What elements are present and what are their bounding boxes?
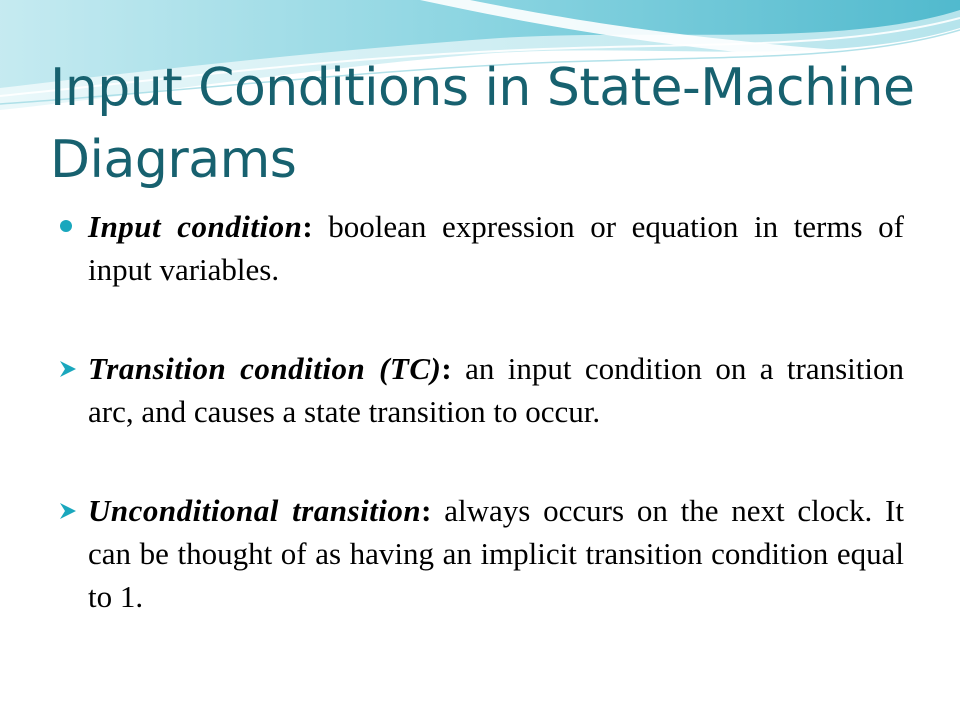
slide-title: Input Conditions in State-Machine Diagrams xyxy=(50,58,915,190)
arrowhead-icon xyxy=(58,347,80,390)
bullet-list xyxy=(58,205,904,618)
bullet-text: always occurs on the next clock. It can be thought of as having an implicit transition condition equal to 1. xyxy=(88,493,904,614)
bullet-text: an input condition on a transition arc, and causes a state transition to occur. xyxy=(88,351,904,429)
bullet-colon: : xyxy=(302,209,313,244)
arrowhead-icon xyxy=(58,489,80,532)
bullet-text: boolean expression or equation in terms of input variables. xyxy=(88,209,904,287)
bullet-item-input-condition xyxy=(58,205,904,291)
bullet-term: Unconditional transition xyxy=(88,493,422,528)
bullet-term: Input condition xyxy=(88,209,303,244)
bullet-term: Transition condition (TC) xyxy=(88,351,442,386)
bullet-colon: : xyxy=(441,351,452,386)
dot-icon xyxy=(58,205,80,248)
bullet-item-transition-condition xyxy=(58,347,904,433)
bullet-colon: : xyxy=(421,493,432,528)
bullet-item-unconditional-transition xyxy=(58,489,904,618)
